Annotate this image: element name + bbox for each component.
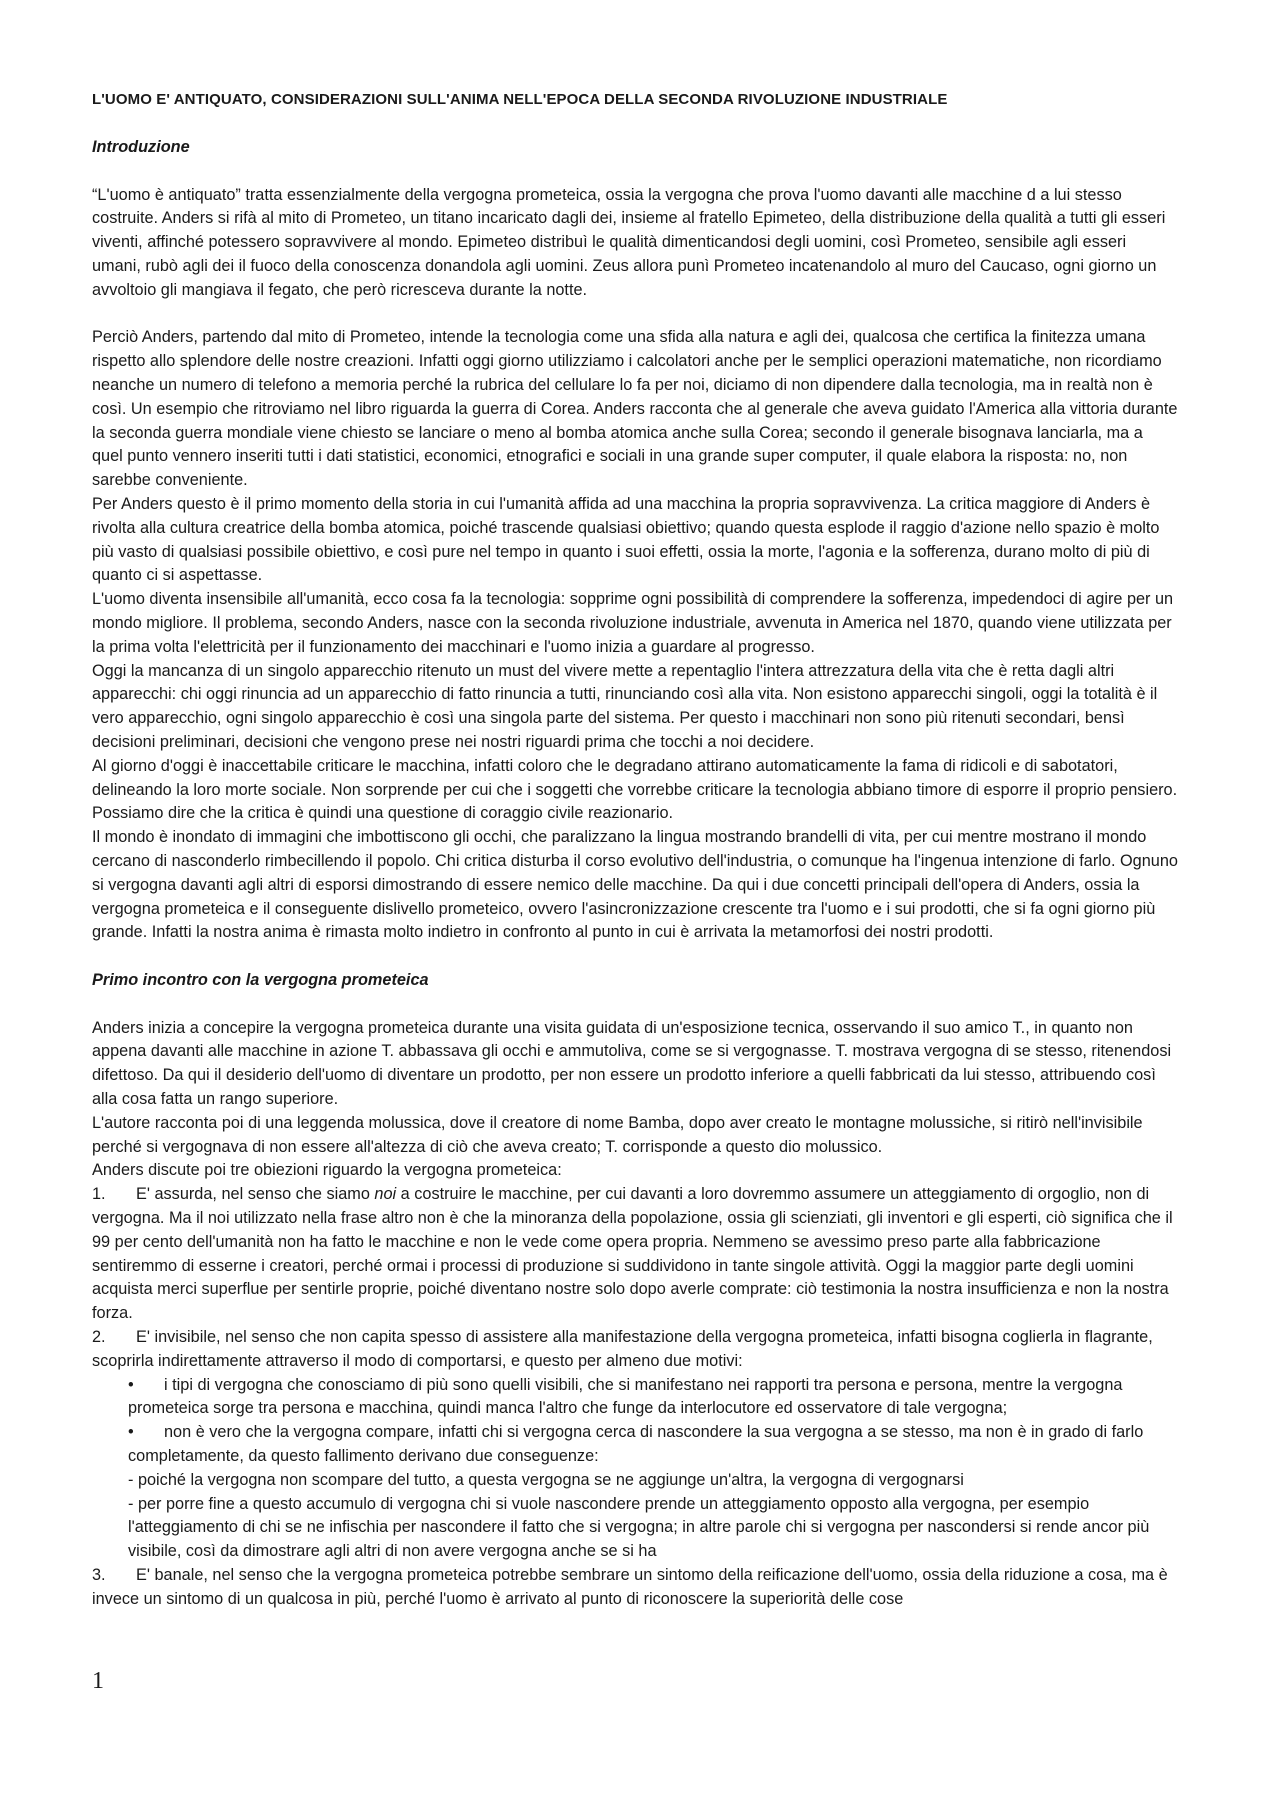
list-number: 1. [92,1185,106,1204]
list-text: E' assurda, nel senso che siamo [136,1185,375,1204]
document-page [92,88,1178,1612]
dash-item: - per porre fine a questo accumulo di vergogna chi si vuole nascondere prende un atteggiamento opposto alla vergogna, per esempio l'atteggiamento di chi se ne infischia per nascondere il fatto che si vergogna; in altre parole chi si vergogna per nascondersi si rende ancor più visibile, così da dimostrare agli altri di non avere vergogna anche se si ha [128,1494,1150,1561]
document-title: L'UOMO E' ANTIQUATO, CONSIDERAZIONI SULL'ANIMA NELL'EPOCA DELLA SECONDA RIVOLUZIONE INDUSTRIALE [92,91,948,108]
numbered-item-1 [92,1183,1178,1326]
emphasis-text: noi [374,1185,397,1204]
paragraph: L'uomo diventa insensibile all'umanità, ecco cosa fa la tecnologia: sopprime ogni possibilità di comprendere la sofferenza, impedendoci di agire per un mondo migliore. Il problema, secondo Anders, nasce con la seconda rivoluzione industriale, avvenuta in America nel 1870, quando viene utilizzata per la prima volta l'elettricità per il funzionamento dei macchinari e l'uomo inizia a guardare al progresso. [92,590,1174,656]
paragraph: Anders inizia a concepire la vergogna prometeica durante una visita guidata di un'esposizione tecnica, osservando il suo amico T., in quanto non appena davanti alle macchine in azione T. abbassava gli occhi e ammutoliva, come se si vergognasse. T. mostrava vergogna di se stesso, ritenendosi difettoso. Da qui il desiderio dell'uomo di diventare un prodotto, per non essere un prodotto inferiore a quelli fabbricati da lui stesso, attribuendo così alla cosa fatta un rango superiore. [92,1018,1172,1109]
numbered-item-2 [92,1326,1178,1374]
numbered-item-3 [92,1564,1178,1612]
list-number: 3. [92,1566,106,1585]
list-number: 2. [92,1328,106,1347]
bullet-item [128,1374,1178,1422]
paragraph: Perciò Anders, partendo dal mito di Prometeo, intende la tecnologia come una sfida alla natura e agli dei, qualcosa che certifica la finitezza umana rispetto allo splendore delle nostre creazioni. Infatti oggi giorno utilizziamo i calcolatori anche per le semplici operazioni matematiche, non ricordiamo neanche un numero di telefono a memoria perché la rubrica del cellulare lo fa per noi, diciamo di non dipendere dalla tecnologia, ma in realtà non è così. Un esempio che ritroviamo nel libro riguarda la guerra di Corea. Anders racconta che al generale che aveva guidato l'America alla vittoria durante la seconda guerra mondiale viene chiesto se lanciare o meno al bomba atomica anche sulla Corea; secondo il generale bisognava lanciarla, ma a quel punto vennero inseriti tutti i dati statistici, economici, etnografici e sociali in una grande super computer, il quale elabora la risposta: no, non sarebbe conveniente. [92,328,1178,490]
paragraph: L'autore racconta poi di una leggenda molussica, dove il creatore di nome Bamba, dopo aver creato le montagne molussiche, si ritirò nell'invisibile perché si vergognava di non essere all'altezza di ciò che aveva creato; T. corrisponde a questo dio molussico. [92,1113,1143,1156]
bullet-item [128,1421,1178,1469]
paragraph: “L'uomo è antiquato” tratta essenzialmente della vergogna prometeica, ossia la vergogna che prova l'uomo davanti alle macchine d a lui stesso costruite. Anders si rifà al mito di Prometeo, un titano incaricato dagli dei, insieme al fratello Epimeteo, della distribuzione della qualità a tutti gli esseri viventi, affinché potessero sopravvivere al mondo. Epimeteo distribuì le qualità dimenticandosi degli uomini, così Prometeo, sensibile agli esseri umani, rubò agli dei il fuoco della conoscenza donandola agli uomini. Zeus allora punì Prometeo incatenandolo al muro del Caucaso, ogni giorno un avvoltoio gli mangiava il fegato, che però ricresceva durante la notte. [92,185,1166,299]
paragraph: Oggi la mancanza di un singolo apparecchio ritenuto un must del vivere mette a repentaglio l'intera attrezzatura della vita che è retta dagli altri apparecchi: chi oggi rinuncia ad un apparecchio di fatto rinuncia a tutti, rinunciando così alla vita. Non esistono apparecchi singoli, oggi la totalità è il vero apparecchio, ogni singolo apparecchio è così una singola parte del sistema. Per questo i macchinari non sono più ritenuti secondari, bensì decisioni preliminari, decisioni che vengono prese nei nostri riguardi prima che tocchi a noi decidere. [92,661,1158,751]
bullet-icon: • [128,1375,134,1394]
bullet-icon: • [128,1423,134,1442]
bullet-text: i tipi di vergogna che conosciamo di più sono quelli visibili, che si manifestano nei rapporti tra persona e persona, mentre la vergogna prometeica sorge tra persona e macchina, quindi manca l'altro che funge da interlocutore ed osservatore di tale vergogna; [128,1375,1123,1418]
list-text: E' banale, nel senso che la vergogna prometeica potrebbe sembrare un sintomo della reificazione dell'uomo, ossia della riduzione a cosa, ma è invece un sintomo di un qualcosa in più, perché l'uomo è arrivato al punto di riconoscere la superiorità delle cose [92,1566,1168,1608]
list-text: a costruire le macchine, per cui davanti a loro dovremmo assumere un atteggiamento di orgoglio, non di vergogna. Ma il noi utilizzato nella frase altro non è che la minoranza della popolazione, ossia gli scienziati, gli inventori e gli esperti, ciò significa che il 99 per cento dell'umanità non ha fatto le macchine e non le vede come opera propria. Nemmeno se avessimo preso parte alla fabbricazione sentiremmo di esserne i creatori, perché ormai i processi di produzione si suddividono in tante singole attività. Oggi la maggior parte degli uomini acquista merci superflue per sentirle proprie, poiché diventano nostre solo dopo averle comprate: ciò testimonia la nostra insufficienza e non la nostra forza. [92,1185,1173,1323]
list-text: E' invisibile, nel senso che non capita spesso di assistere alla manifestazione della vergogna prometeica, infatti bisogna coglierla in flagrante, scoprirla indirettamente attraverso il modo di comportarsi, e questo per almeno due motivi: [92,1328,1153,1370]
section-heading-primo-incontro: Primo incontro con la vergogna prometeica [92,970,429,989]
section-heading-introduzione: Introduzione [92,137,190,156]
page-number: 1 [92,1668,104,1694]
paragraph: Il mondo è inondato di immagini che imbottiscono gli occhi, che paralizzano la lingua mostrando brandelli di vita, per cui mentre mostrano il mondo cercano di nasconderlo rimbecillendo il popolo. Chi critica disturba il corso evolutivo dell'industria, o comunque ha l'ingenua intenzione di farlo. Ognuno si vergogna davanti agli altri di esporsi dimostrando di essere nemico delle macchine. Da qui i due concetti principali dell'opera di Anders, ossia la vergogna prometeica e il conseguente dislivello prometeico, ovvero l'asincronizzazione crescente tra l'uomo e i sui prodotti, che si fa ogni giorno più grande. Infatti la nostra anima è rimasta molto indietro in confronto al punto in cui è arrivata la metamorfosi dei nostri prodotti. [92,828,1178,942]
paragraph: Al giorno d'oggi è inaccettabile criticare le macchina, infatti coloro che le degradano attirano automaticamente la fama di ridicoli e di sabotatori, delineando la loro morte sociale. Non sorprende per cui che i soggetti che vorrebbe criticare la tecnologia abbiano timore di esporre il proprio pensiero. Possiamo dire che la critica è quindi una questione di coraggio civile reazionario. [92,756,1178,823]
paragraph: Per Anders questo è il primo momento della storia in cui l'umanità affida ad una macchina la propria sopravvivenza. La critica maggiore di Anders è rivolta alla cultura creatrice della bomba atomica, poiché trascende qualsiasi obiettivo; quando questa esplode il raggio d'azione nello spazio è molto più vasto di qualsiasi possibile obiettivo, e così pure nel tempo in quanto i suoi effetti, ossia la morte, l'agonia e la sofferenza, durano molto di più di quanto ci si aspettasse. [92,494,1160,585]
bullet-text: non è vero che la vergogna compare, infatti chi si vergogna cerca di nascondere la sua vergogna a se stesso, ma non è in grado di farlo completamente, da questo fallimento derivano due conseguenze: [128,1423,1144,1466]
paragraph: Anders discute poi tre obiezioni riguardo la vergogna prometeica: [92,1161,562,1180]
dash-item: - poiché la vergogna non scompare del tutto, a questa vergogna se ne aggiunge un'altra, la vergogna di vergognarsi [128,1470,964,1489]
